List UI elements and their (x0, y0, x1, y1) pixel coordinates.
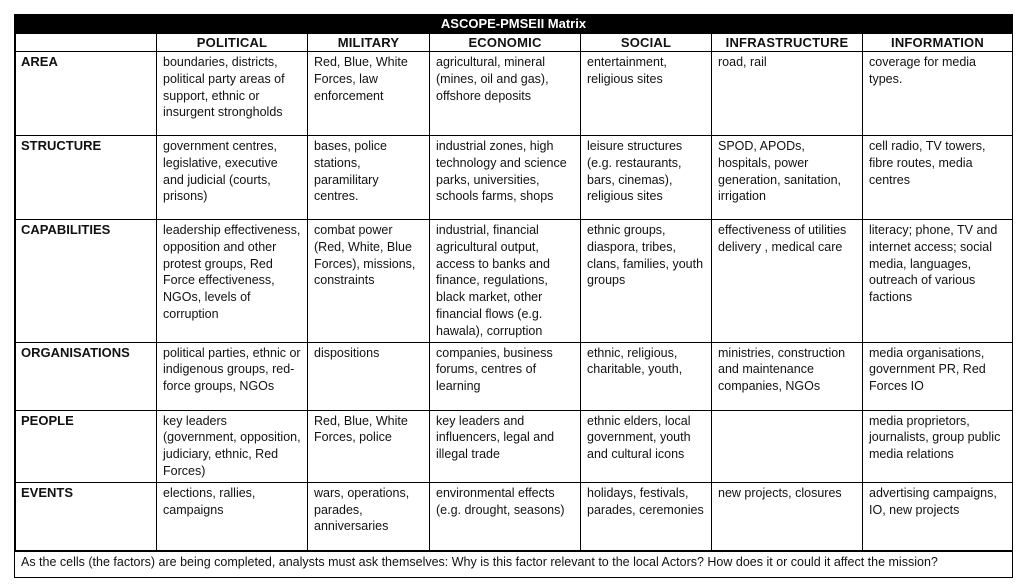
table-row-events (16, 482, 1013, 550)
table-cell: cell radio, TV towers, fibre routes, media centres (863, 136, 1013, 220)
table-cell: companies, business forums, centres of learning (430, 342, 581, 410)
footer-note: As the cells (the factors) are being completed, analysts must ask themselves: Why is this factor relevant to the local Actors? How does it or could it affect the mission? (15, 551, 1012, 572)
table-cell: ethnic groups, diaspora, tribes, clans, families, youth groups (581, 220, 712, 343)
table-cell: Red, Blue, White Forces, police (308, 410, 430, 482)
table-cell: government centres, legislative, executive and judicial (courts, prisons) (157, 136, 308, 220)
table-cell: entertainment, religious sites (581, 52, 712, 136)
column-header-infrastructure: INFRASTRUCTURE (712, 34, 863, 52)
table-cell: ministries, construction and maintenance companies, NGOs (712, 342, 863, 410)
table-cell: key leaders (government, opposition, judiciary, ethnic, Red Forces) (157, 410, 308, 482)
table-cell: advertising campaigns, IO, new projects (863, 482, 1013, 550)
table-cell: wars, operations, parades, anniversaries (308, 482, 430, 550)
table-cell: industrial, financial agricultural output, access to banks and finance, regulations, black market, other financial flows (e.g. hawala), corruption (430, 220, 581, 343)
table-cell: new projects, closures (712, 482, 863, 550)
table-row-people (16, 410, 1013, 482)
table-row-structure (16, 136, 1013, 220)
table-cell: road, rail (712, 52, 863, 136)
row-header-people: PEOPLE (16, 410, 157, 482)
column-header-political: POLITICAL (157, 34, 308, 52)
ascope-matrix-document (14, 14, 1013, 578)
column-header-information: INFORMATION (863, 34, 1013, 52)
table-cell: industrial zones, high technology and science parks, universities, schools farms, shops (430, 136, 581, 220)
table-cell: ethnic, religious, charitable, youth, (581, 342, 712, 410)
table-cell: media organisations, government PR, Red Forces IO (863, 342, 1013, 410)
ascope-matrix-table (15, 33, 1013, 551)
table-row-area (16, 52, 1013, 136)
table-cell: coverage for media types. (863, 52, 1013, 136)
table-row-capabilities (16, 220, 1013, 343)
table-cell: bases, police stations, paramilitary centres. (308, 136, 430, 220)
table-cell: environmental effects (e.g. drought, seasons) (430, 482, 581, 550)
table-cell: SPOD, APODs, hospitals, power generation, sanitation, irrigation (712, 136, 863, 220)
table-cell: key leaders and influencers, legal and illegal trade (430, 410, 581, 482)
table-cell: holidays, festivals, parades, ceremonies (581, 482, 712, 550)
corner-cell (16, 34, 157, 52)
table-cell: Red, Blue, White Forces, law enforcement (308, 52, 430, 136)
matrix-title: ASCOPE-PMSEII Matrix (15, 15, 1012, 33)
row-header-organisations: ORGANISATIONS (16, 342, 157, 410)
column-header-row (16, 34, 1013, 52)
table-row-organisations (16, 342, 1013, 410)
table-cell: ethnic elders, local government, youth and cultural icons (581, 410, 712, 482)
table-cell: leisure structures (e.g. restaurants, bars, cinemas), religious sites (581, 136, 712, 220)
column-header-social: SOCIAL (581, 34, 712, 52)
table-cell: effectiveness of utilities delivery , medical care (712, 220, 863, 343)
row-header-capabilities: CAPABILITIES (16, 220, 157, 343)
column-header-military: MILITARY (308, 34, 430, 52)
row-header-structure: STRUCTURE (16, 136, 157, 220)
table-cell: media proprietors, journalists, group public media relations (863, 410, 1013, 482)
column-header-economic: ECONOMIC (430, 34, 581, 52)
table-cell: elections, rallies, campaigns (157, 482, 308, 550)
table-cell: political parties, ethnic or indigenous groups, red-force groups, NGOs (157, 342, 308, 410)
table-cell: leadership effectiveness, opposition and other protest groups, Red Force effectiveness, NGOs, levels of corruption (157, 220, 308, 343)
row-header-area: AREA (16, 52, 157, 136)
table-cell (712, 410, 863, 482)
table-cell: literacy; phone, TV and internet access; social media, languages, outreach of various factions (863, 220, 1013, 343)
table-cell: combat power (Red, White, Blue Forces), missions, constraints (308, 220, 430, 343)
table-cell: agricultural, mineral (mines, oil and gas), offshore deposits (430, 52, 581, 136)
table-cell: dispositions (308, 342, 430, 410)
row-header-events: EVENTS (16, 482, 157, 550)
table-cell: boundaries, districts, political party areas of support, ethnic or insurgent strongholds (157, 52, 308, 136)
